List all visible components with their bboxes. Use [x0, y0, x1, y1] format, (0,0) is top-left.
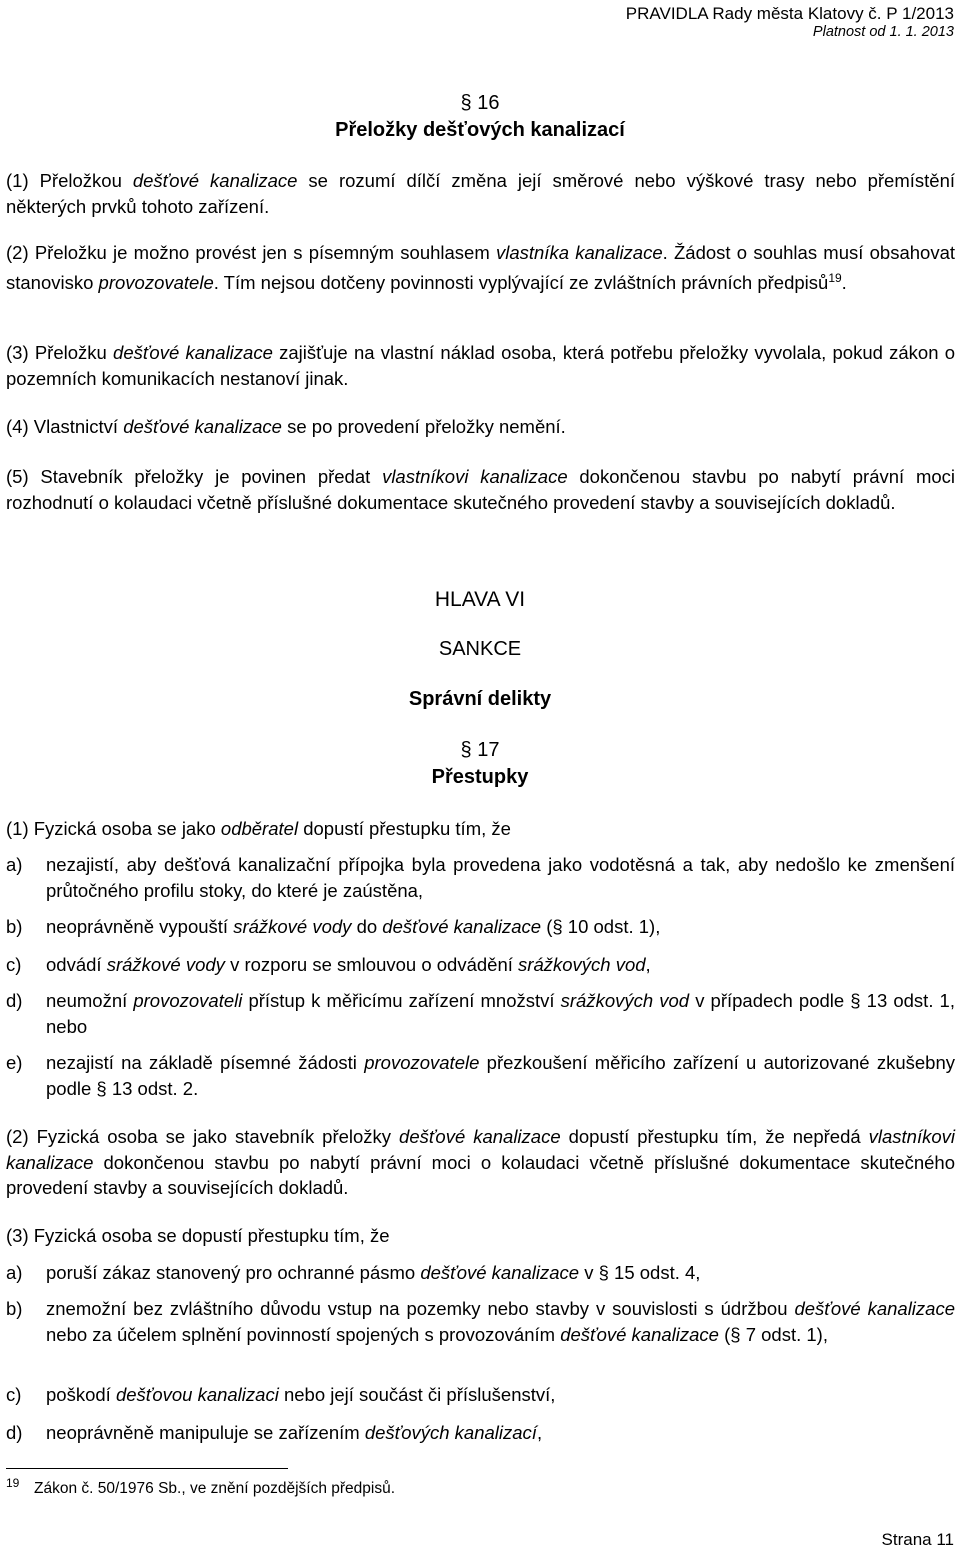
section-16-paragraph-3: (3) Přeložku dešťové kanalizace zajišťuje na vlastní náklad osoba, která potřebu přeložky vyvolala, pokud zákon o pozemních komunikacích nestanoví jinak.	[6, 342, 956, 389]
section-16-paragraph-1: (1) Přeložkou dešťové kanalizace se rozumí dílčí změna její směrové nebo výškové trasy nebo přemístění některých prvků tohoto zařízení.	[6, 170, 955, 217]
section-16-paragraph-5: (5) Stavebník přeložky je povinen předat vlastníkovi kanalizace dokončenou stavbu po nabytí právní moci rozhodnutí o kolaudaci včetně příslušné dokumentace skutečného provedení stavby a souvisejících dokladů.	[6, 466, 956, 513]
chapter-subtitle: Správní delikty	[408, 688, 552, 710]
document-validity-date: Platnost od 1. 1. 2013	[812, 24, 954, 40]
section-16-number: § 16	[460, 92, 500, 114]
footnote-text: Zákon č. 50/1976 Sb., ve znění pozdějších předpisů.	[34, 1480, 396, 1497]
chapter-name: SANKCE	[438, 638, 522, 660]
section-17-paragraph-1-intro: (1) Fyzická osoba se jako odběratel dopustí přestupku tím, že	[6, 818, 511, 839]
document-header-title: PRAVIDLA Rady města Klatovy č. P 1/2013	[625, 4, 954, 23]
section-16-title: Přeložky dešťových kanalizací	[335, 119, 625, 141]
chapter-heading: HLAVA VI	[434, 588, 526, 611]
page-number: Strana 11	[881, 1530, 954, 1549]
section-17-title: Přestupky	[431, 766, 529, 788]
footnote-separator	[6, 1468, 288, 1469]
footnote-number: 19	[6, 1476, 20, 1490]
section-16-paragraph-4: (4) Vlastnictví dešťové kanalizace se po provedení přeložky nemění.	[6, 416, 566, 437]
section-17-paragraph-3-intro: (3) Fyzická osoba se dopustí přestupku tím, že	[6, 1225, 390, 1246]
section-17-number: § 17	[460, 739, 500, 761]
footnote-ref: 19	[828, 270, 842, 285]
section-17-paragraph-2: (2) Fyzická osoba se jako stavebník přeložky dešťové kanalizace dopustí přestupku tím, že nepředá vlastníkovi kanalizace dokončenou stavbu po nabytí právní moci o kolaudaci včetně příslušné dokumentace skutečného provedení stavby a souvisejících dokladů.	[6, 1126, 955, 1198]
section-16-paragraph-2: (2) Přeložku je možno provést jen s písemným souhlasem vlastníka kanalizace. Žádost o souhlas musí obsahovat stanovisko provozovatele. Tím nejsou dotčeny povinnosti vyplývající ze zvláštních právních předpisů$^{19}$.	[6, 242, 956, 293]
